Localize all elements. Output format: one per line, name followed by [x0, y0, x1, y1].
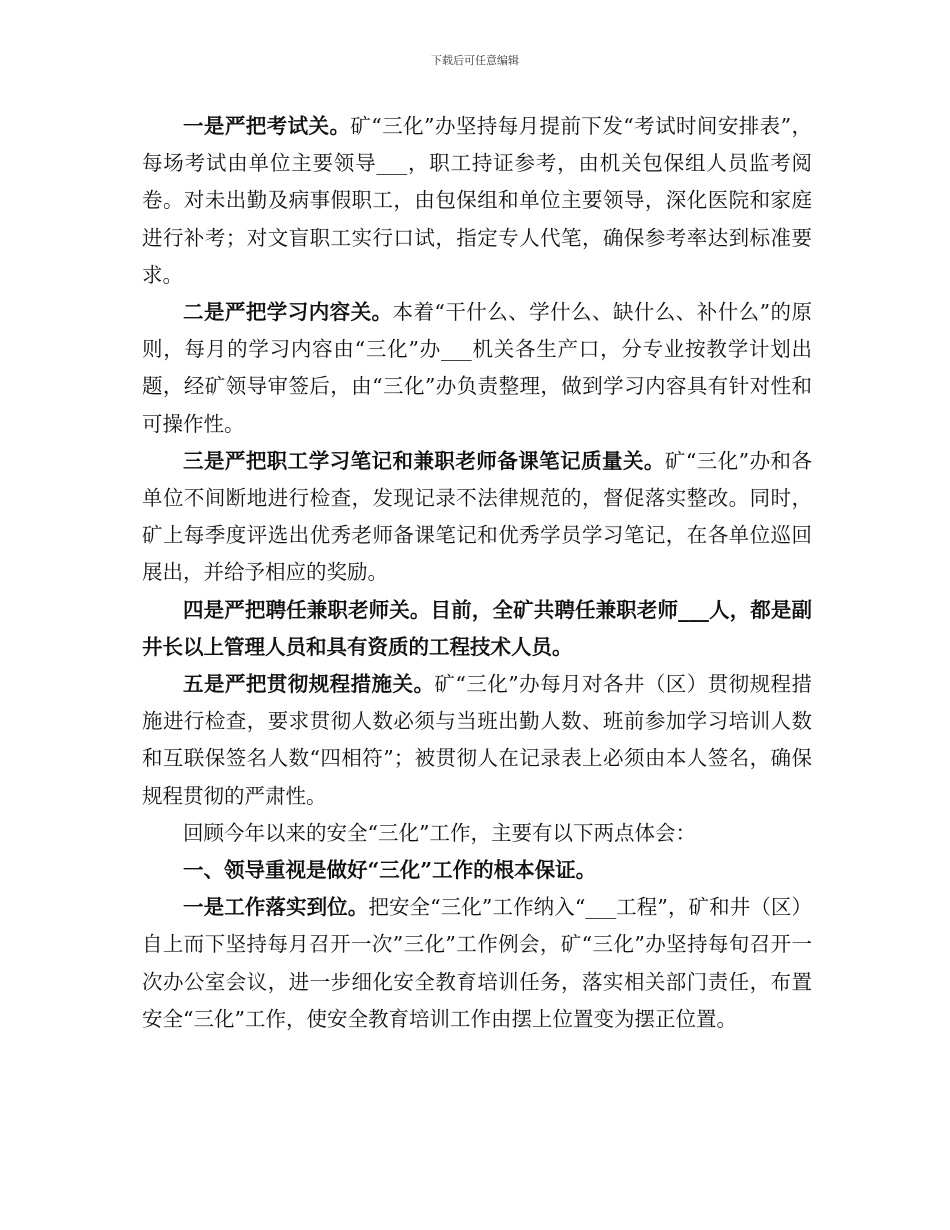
paragraph-implementation	[142, 889, 812, 1038]
paragraph-lead: 三是严把职工学习笔记和兼职老师备课笔记质量关。	[183, 448, 665, 473]
paragraph-text: 矿“三化”办坚持每月提前下发“考试时间安排表”，每场考试由单位主要领导___，职工持证参考，由机关包保组人员监考阅卷。对未出勤及病事假职工，由包保组和单位主要领导，深化医院和家庭进行补考；对文盲职工实行口试，指定专人代笔，确保参考率达到标准要求。	[142, 114, 812, 287]
paragraph-lead: 一是工作落实到位。	[183, 895, 369, 920]
paragraph-exam	[142, 108, 812, 294]
paragraph-lead: 五是严把贯彻规程措施关。	[183, 672, 435, 697]
paragraph-notes-quality	[142, 443, 812, 592]
paragraph-teachers: 四是严把聘任兼职老师关。目前，全矿共聘任兼职老师___人，都是副井长以上管理人员和具有资质的工程技术人员。	[142, 597, 812, 659]
paragraph-text: 本着“干什么、学什么、缺什么、补什么”的原则，每月的学习内容由“三化”办___机关各生产口，分专业按教学计划出题，经矿领导审签后，由“三化”办负责整理，做到学习内容具有针对性和可操作性。	[142, 300, 812, 436]
paragraph-lead: 一是严把考试关。	[183, 114, 351, 138]
section-heading: 一、领导重视是做好“三化”工作的根本保证。	[183, 858, 597, 883]
page-header: 下载后可任意编辑	[431, 54, 519, 67]
paragraph-study-content	[142, 294, 812, 443]
paragraph-text: 矿“三化”办和各单位不间断地进行检查，发现记录不法律规范的，督促落实整改。同时，矿上每季度评选出优秀老师备课笔记和优秀学员学习笔记，在各单位巡回展出，并给予相应的奖励。	[142, 448, 812, 585]
paragraph-text: 把安全“三化”工作纳入“___工程”，矿和井（区）自上而下坚持每月召开一次”三化”工作例会，矿“三化”办坚持每旬召开一次办公室会议，进一步细化安全教育培训任务，落实相关部门责任，布置安全“三化”工作，使安全教育培训工作由摆上位置变为摆正位置。	[142, 895, 813, 1031]
paragraph-text: 矿“三化”办每月对各井（区）贯彻规程措施进行检查，要求贯彻人数必须与当班出勤人数、班前参加学习培训人数和互联保签名人数“四相符”；被贯彻人在记录表上必须由本人签名，确保规程贯彻的严肃性。	[142, 672, 813, 808]
document-body	[142, 108, 812, 1038]
paragraph-lead: 二是严把学习内容关。	[183, 300, 393, 325]
paragraph-review: 回顾今年以来的安全“三化”工作，主要有以下两点体会：	[183, 820, 696, 845]
paragraph-regulations	[142, 666, 812, 815]
